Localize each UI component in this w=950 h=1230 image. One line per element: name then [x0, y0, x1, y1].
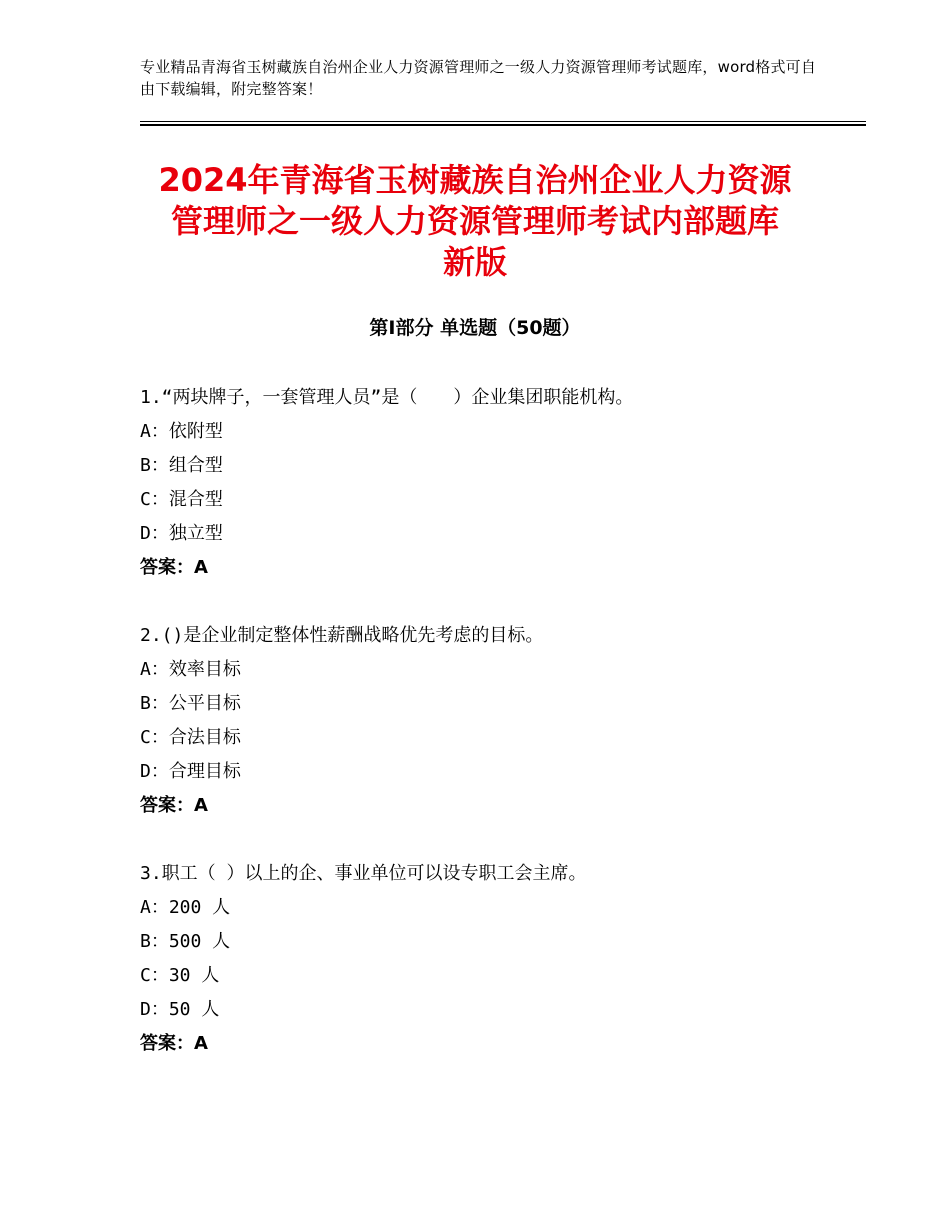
option-d: D：50 人	[140, 999, 220, 1020]
option-a: A：效率目标	[140, 659, 241, 680]
question-stem: 3.职工（ ）以上的企、事业单位可以设专职工会主席。	[140, 863, 587, 884]
answer: 答案：A	[140, 795, 208, 816]
option-a: A：200 人	[140, 897, 231, 918]
option-c: C：混合型	[140, 489, 223, 510]
option-d: D：合理目标	[140, 761, 241, 782]
option-c: C：合法目标	[140, 727, 241, 748]
header-note: 专业精品青海省玉树藏族自治州企业人力资源管理师之一级人力资源管理师考试题库，word格式可自由下载编辑，附完整答案！	[140, 58, 817, 98]
document-title	[100, 160, 850, 283]
question-stem: 2.()是企业制定整体性薪酬战略优先考虑的目标。	[140, 625, 544, 646]
section-heading: 第Ⅰ部分 单选题（50题）	[369, 317, 581, 339]
option-a: A：依附型	[140, 421, 223, 442]
title-line-3: 新版	[442, 243, 507, 281]
option-b: B：500 人	[140, 931, 231, 952]
title-line-1: 2024年青海省玉树藏族自治州企业人力资源	[158, 161, 792, 199]
option-b: B：公平目标	[140, 693, 241, 714]
answer: 答案：A	[140, 1033, 208, 1054]
option-b: B：组合型	[140, 455, 223, 476]
question-stem: 1.“两块牌子，一套管理人员”是（ ）企业集团职能机构。	[140, 387, 634, 408]
question-1	[140, 381, 860, 585]
answer: 答案：A	[140, 557, 208, 578]
option-c: C：30 人	[140, 965, 220, 986]
header-rule-thin	[140, 121, 866, 122]
title-line-2: 管理师之一级人力资源管理师考试内部题库	[170, 202, 779, 240]
option-d: D：独立型	[140, 523, 223, 544]
question-3	[140, 857, 860, 1061]
header-rule-thick	[140, 124, 866, 126]
question-2	[140, 619, 860, 823]
